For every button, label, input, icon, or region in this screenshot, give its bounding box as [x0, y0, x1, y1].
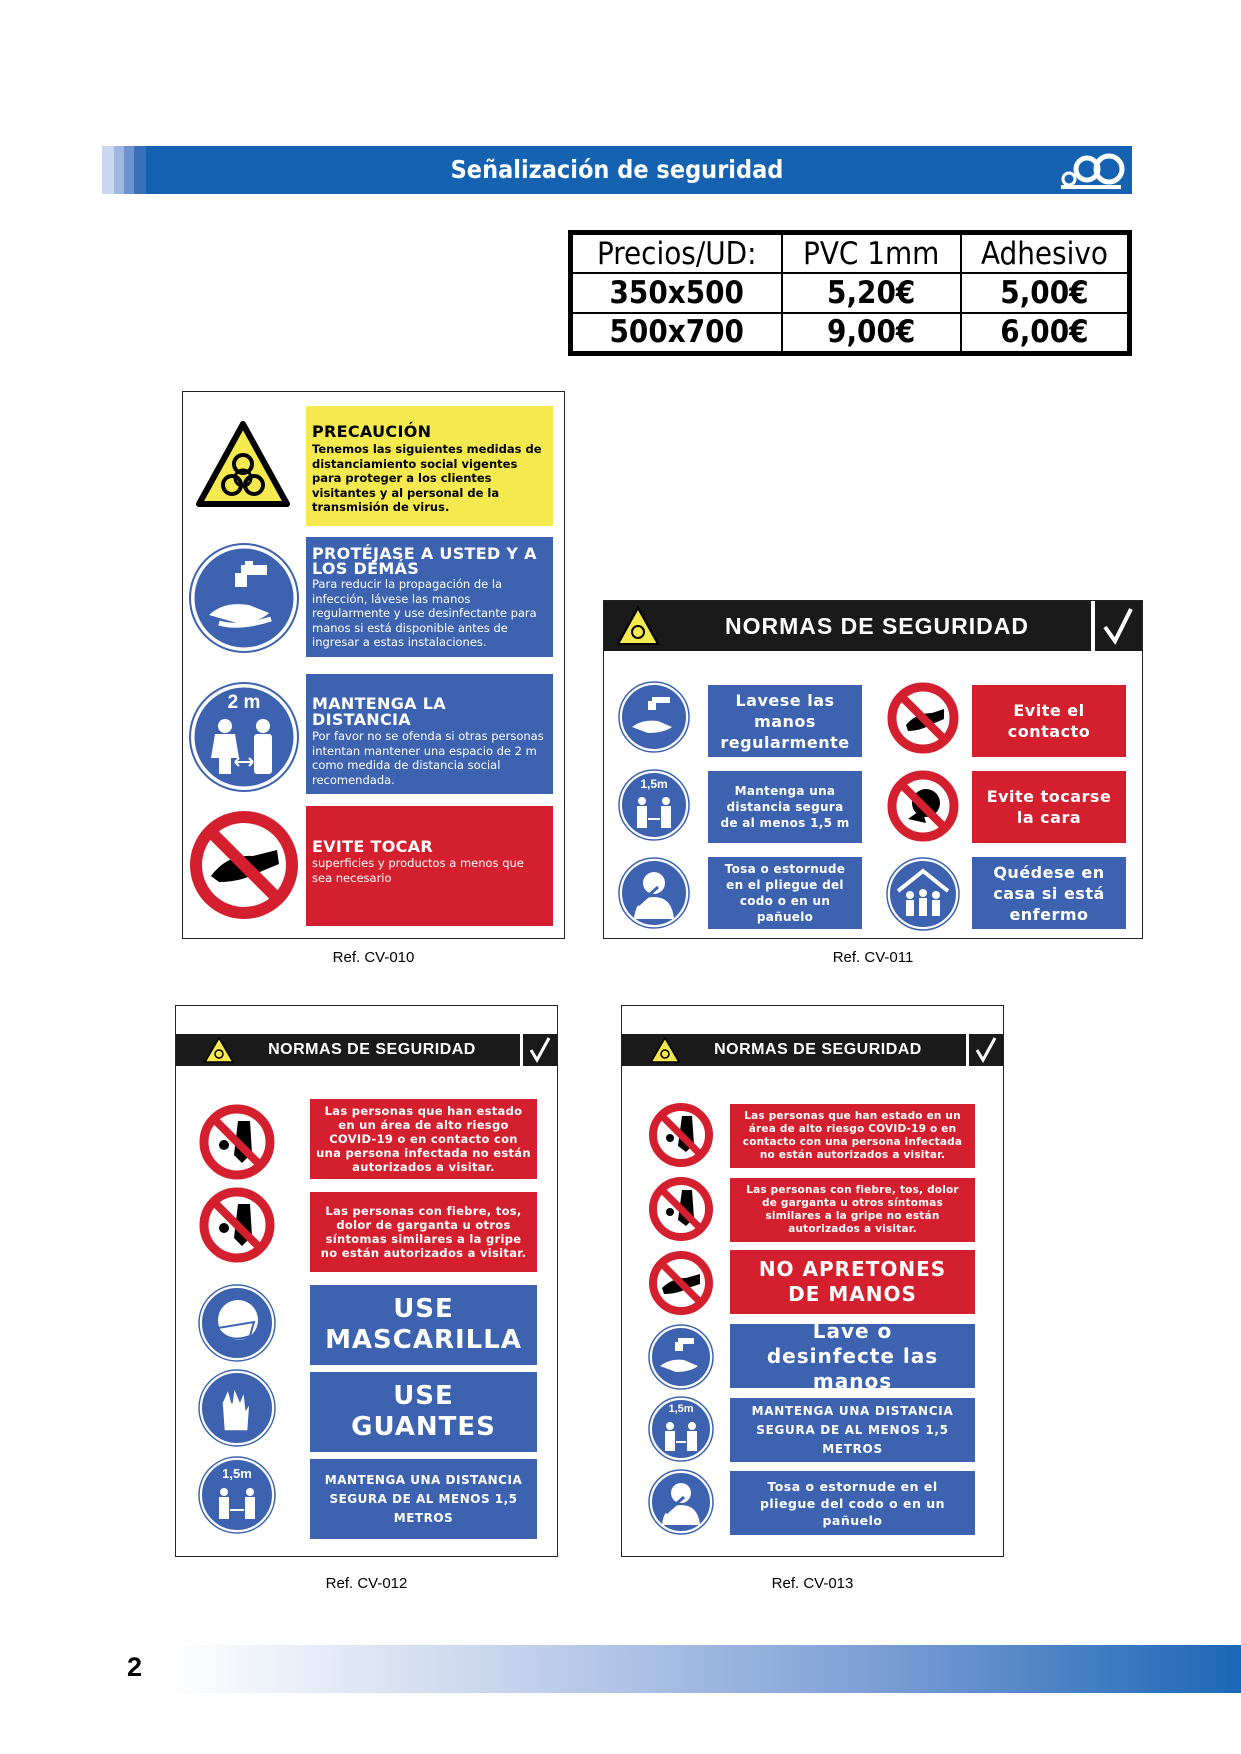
biohazard-icon [195, 420, 291, 508]
cough-panel [708, 857, 862, 929]
distance-icon-label: 2 m [227, 692, 261, 713]
sign-header-bar [604, 601, 1142, 651]
no-entry-hand-icon [198, 1186, 276, 1264]
no-entry-hand-icon [198, 1103, 276, 1181]
biohazard-icon [616, 606, 660, 646]
mask-text: USE MASCARILLA [325, 1294, 522, 1355]
sign-cv-013 [621, 1005, 1004, 1557]
risk-text: Las personas que han estado en un área de alto riesgo COVID-19 o en contacto con una persona infectada no están autorizados a visitar. [316, 1104, 531, 1174]
check-icon [1091, 601, 1142, 651]
face-panel [972, 771, 1126, 843]
touch-text: superficies y productos a menos que sea necesario [312, 856, 524, 885]
price-header-cell: Adhesivo [961, 234, 1128, 273]
distance-icon-label: 1,5m [640, 777, 668, 791]
footer-band [170, 1645, 1241, 1693]
mask-icon [198, 1284, 276, 1362]
no-entry-hand-icon [648, 1102, 714, 1168]
distance-panel [708, 771, 862, 843]
risk-text: Las personas que han estado en un área de alto riesgo COVID-19 o en contacto con una persona infectada no están autorizados a visitar. [742, 1110, 963, 1161]
fever-text: Las personas con fiebre, tos, dolor de garganta u otros síntomas similares a la gripe no están autorizados a visitar. [746, 1184, 959, 1235]
home-panel [972, 857, 1126, 929]
brand-logo [1057, 149, 1127, 191]
wash-text: Lave o desinfecte las manos [766, 1318, 939, 1393]
no-contact-icon [886, 681, 960, 755]
sign-header-bar [176, 1034, 557, 1066]
no-handshake-icon [648, 1250, 714, 1316]
caution-text: Tenemos las siguientes medidas de distanciamiento social vigentes para proteger a los clientes visitantes y al personal de la transmisión de virus. [312, 442, 542, 514]
price-cell: 6,00€ [961, 313, 1128, 352]
risk-panel [730, 1104, 975, 1168]
social-distance-icon [648, 1396, 714, 1462]
fever-panel [310, 1192, 537, 1272]
handshake-panel [730, 1250, 975, 1314]
mask-panel [310, 1285, 537, 1365]
price-header-cell: PVC 1mm [782, 234, 961, 273]
check-icon [520, 1034, 557, 1066]
page-title: Señalización de seguridad [450, 155, 784, 184]
distance-panel [306, 674, 553, 794]
sign-cv-010 [182, 391, 565, 939]
sign-title: NORMAS DE SEGURIDAD [725, 613, 1029, 639]
distance-panel [310, 1459, 537, 1539]
touch-panel [306, 806, 553, 926]
page-number: 2 [127, 1652, 143, 1682]
cough-elbow-icon [618, 857, 690, 929]
protect-text: Para reducir la propagación de la infección, lávese las manos regularmente y use desinfectante para manos si está disponible antes de ingresar a estas instalaciones. [312, 577, 537, 649]
sign-header-bar [622, 1034, 1003, 1066]
distance-title: MANTENGA LA DISTANCIA [312, 694, 446, 729]
no-touch-icon [189, 810, 299, 920]
sign-title: NORMAS DE SEGURIDAD [714, 1041, 922, 1058]
distance-text: Mantenga una distancia segura de al menos 1,5 m [720, 784, 850, 830]
wash-panel [708, 685, 862, 757]
risk-panel [310, 1099, 537, 1179]
no-entry-hand-icon [648, 1176, 714, 1242]
distance-icon-label: 1,5m [222, 1466, 252, 1481]
hand-wash-icon [189, 543, 299, 653]
cough-panel [730, 1471, 975, 1535]
wash-panel [730, 1318, 975, 1393]
cough-text: Tosa o estornude en el pliegue del codo o en un pañuelo [759, 1478, 946, 1528]
home-text: Quédese en casa si está enfermo [993, 862, 1105, 924]
product-ref: Ref. CV-010 [332, 949, 415, 966]
price-cell: 5,20€ [782, 273, 961, 312]
distance-panel [730, 1398, 975, 1462]
distance-text: Por favor no se ofenda si otras personas intentan mantener una espacio de 2 m como medida de distancia social recomendada. [312, 729, 544, 787]
contact-panel [972, 685, 1126, 757]
price-cell: 5,00€ [961, 273, 1128, 312]
gloves-panel [310, 1372, 537, 1452]
cough-text: Tosa o estornude en el pliegue del codo o en un pañuelo [724, 862, 846, 924]
handshake-text: NO APRETONES DE MANOS [758, 1257, 947, 1306]
gloves-icon [198, 1369, 276, 1447]
caution-title: PRECAUCIÓN [312, 422, 432, 441]
biohazard-icon [650, 1037, 680, 1063]
no-face-touch-icon [886, 769, 960, 843]
contact-text: Evite el contacto [1007, 701, 1091, 741]
fever-text: Las personas con fiebre, tos, dolor de garganta u otros síntomas similares a la gripe no están autorizados a visitar. [320, 1204, 527, 1260]
face-text: Evite tocarse la cara [986, 787, 1112, 827]
sign-title: NORMAS DE SEGURIDAD [268, 1041, 476, 1058]
protect-panel [306, 537, 553, 657]
stay-home-icon [886, 857, 960, 931]
check-icon [966, 1034, 1003, 1066]
price-cell: 500x700 [572, 313, 782, 352]
price-header-cell: Precios/UD: [572, 234, 782, 273]
social-distance-icon [618, 769, 690, 841]
hand-wash-icon [618, 681, 690, 753]
header-band [102, 146, 1132, 194]
protect-title: PROTÉJASE A USTED Y A LOS DEMÁS [312, 544, 537, 578]
product-ref: Ref. CV-011 [832, 949, 914, 966]
touch-title: EVITE TOCAR [312, 837, 433, 856]
social-distance-icon [189, 682, 299, 792]
caution-panel [306, 406, 553, 526]
social-distance-icon [198, 1456, 276, 1534]
sign-cv-012 [175, 1005, 558, 1557]
gloves-text: USE GUANTES [351, 1381, 496, 1442]
product-ref: Ref. CV-013 [771, 1575, 854, 1592]
biohazard-icon [204, 1037, 234, 1063]
wash-text: Lavese las manos regularmente [720, 690, 850, 752]
hand-wash-icon [648, 1324, 714, 1390]
price-cell: 350x500 [572, 273, 782, 312]
price-table [568, 230, 1132, 356]
fever-panel [730, 1178, 975, 1242]
price-cell: 9,00€ [782, 313, 961, 352]
sign-cv-011 [603, 600, 1143, 939]
distance-icon-label: 1,5m [668, 1403, 694, 1415]
distance-text: MANTENGA UNA DISTANCIA SEGURA DE AL MENOS 1,5 METROS [751, 1403, 954, 1456]
cough-elbow-icon [648, 1469, 714, 1535]
product-ref: Ref. CV-012 [325, 1575, 408, 1592]
distance-text: MANTENGA UNA DISTANCIA SEGURA DE AL MENOS 1,5 METROS [324, 1472, 523, 1525]
